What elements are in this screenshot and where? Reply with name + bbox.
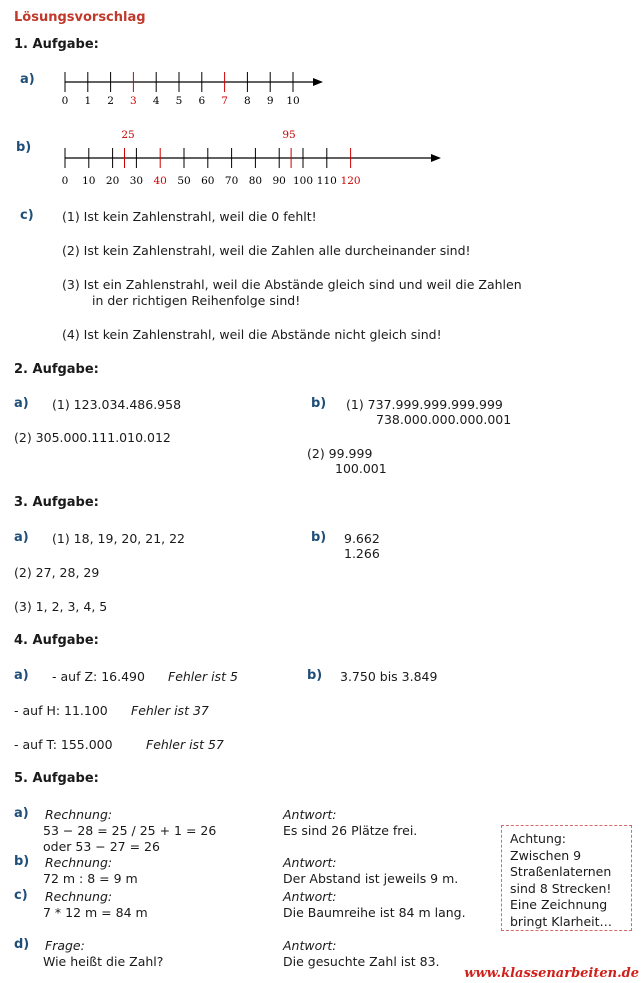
- c-item-2: (2) Ist kein Zahlenstrahl, weil die Zahlen alle durcheinander sind!: [62, 243, 471, 258]
- task5-d-label: d): [14, 937, 30, 952]
- task1-c-label: c): [20, 208, 34, 223]
- task3-b1: 9.662: [344, 531, 380, 546]
- number-line-b: [55, 124, 450, 190]
- task5-a-antwort: Antwort:: [283, 807, 337, 822]
- task5-a-answer: Es sind 26 Plätze frei.: [283, 823, 418, 838]
- task5-d-frage: Frage:: [45, 938, 85, 953]
- task5-a-line1: 53 − 28 = 25 / 25 + 1 = 26: [43, 823, 217, 838]
- task2-b2-2: 100.001: [335, 461, 387, 476]
- task4-z-error: Fehler ist 5: [168, 669, 238, 684]
- task3-heading: 3. Aufgabe:: [14, 495, 99, 510]
- c-item-1: (1) Ist kein Zahlenstrahl, weil die 0 fehlt!: [62, 209, 317, 224]
- task3-b2: 1.266: [344, 546, 380, 561]
- task5-c-answer: Die Baumreihe ist 84 m lang.: [283, 905, 466, 920]
- tick-label: 2: [107, 95, 114, 107]
- tick-label: 100: [292, 175, 314, 187]
- task3-a2: (2) 27, 28, 29: [14, 565, 100, 580]
- task4-b: 3.750 bis 3.849: [340, 669, 438, 684]
- tick-label: 5: [175, 95, 183, 107]
- task5-a-rechnung: Rechnung:: [45, 807, 113, 822]
- task5-b-line1: 72 m : 8 = 9 m: [43, 871, 138, 886]
- arrow-right-icon: [431, 154, 441, 162]
- task4-t-error: Fehler ist 57: [146, 737, 224, 752]
- task2-b1-2: 738.000.000.000.001: [376, 412, 512, 427]
- tick-label: 90: [272, 175, 286, 187]
- tick-label: 10: [82, 175, 96, 187]
- note-line: Straßenlaternen: [510, 864, 612, 879]
- footer-logo: www.klassenarbeiten.de: [464, 966, 639, 981]
- tick-label: 40: [153, 175, 167, 187]
- tick-label: 110: [316, 175, 337, 187]
- task3-a1: (1) 18, 19, 20, 21, 22: [52, 531, 185, 546]
- task1-b-label: b): [16, 140, 32, 155]
- task4-h: - auf H: 11.100: [14, 703, 108, 718]
- task4-t: - auf T: 155.000: [14, 737, 113, 752]
- task3-a-label: a): [14, 530, 29, 545]
- task5-c-rechnung: Rechnung:: [45, 889, 113, 904]
- tick-label: 80: [248, 175, 263, 187]
- tick-label: 30: [129, 175, 144, 187]
- task5-d-line1: Wie heißt die Zahl?: [43, 954, 164, 969]
- note-line: Eine Zeichnung: [510, 897, 608, 912]
- task2-b-label: b): [311, 396, 327, 411]
- task2-b2-1: (2) 99.999: [307, 446, 373, 461]
- tick-label: 50: [177, 175, 191, 187]
- tick-label: 120: [340, 175, 361, 187]
- note-line: sind 8 Strecken!: [510, 880, 612, 896]
- tick-label: 7: [221, 95, 228, 107]
- task2-a-label: a): [14, 396, 29, 411]
- note-line: bringt Klarheit…: [510, 913, 613, 929]
- note-line: Achtung:: [510, 831, 567, 846]
- task3-b-label: b): [311, 530, 327, 545]
- arrow-right-icon: [313, 78, 323, 86]
- task5-a-label: a): [14, 806, 29, 821]
- task1-heading: 1. Aufgabe:: [14, 37, 99, 52]
- tick-label: 10: [286, 95, 300, 107]
- task2-a1: (1) 123.034.486.958: [52, 397, 182, 412]
- page-title: Lösungsvorschlag: [14, 10, 146, 25]
- task4-a-label: a): [14, 668, 29, 683]
- task4-z: - auf Z: 16.490: [52, 669, 145, 684]
- task5-c-label: c): [14, 888, 28, 903]
- tick-label: 3: [130, 95, 137, 107]
- note-line: Zwischen 9: [510, 847, 582, 863]
- task2-heading: 2. Aufgabe:: [14, 362, 99, 377]
- task3-a3: (3) 1, 2, 3, 4, 5: [14, 599, 108, 614]
- c-item-3-cont: in der richtigen Reihenfolge sind!: [92, 293, 301, 308]
- c-item-4: (4) Ist kein Zahlenstrahl, weil die Abstände nicht gleich sind!: [62, 327, 442, 342]
- tick-label: 9: [266, 95, 274, 107]
- task4-heading: 4. Aufgabe:: [14, 633, 99, 648]
- task2-b1-1: (1) 737.999.999.999.999: [346, 397, 503, 412]
- task5-heading: 5. Aufgabe:: [14, 771, 99, 786]
- task4-h-error: Fehler ist 37: [131, 703, 209, 718]
- task5-b-rechnung: Rechnung:: [45, 855, 113, 870]
- task5-c-antwort: Antwort:: [283, 889, 337, 904]
- task5-a-line2: oder 53 − 27 = 26: [43, 839, 160, 854]
- tick-label: 8: [244, 95, 251, 107]
- number-line-a: [55, 66, 335, 122]
- tick-label: 0: [61, 175, 69, 187]
- tick-label: 60: [201, 175, 215, 187]
- task5-b-label: b): [14, 854, 30, 869]
- tick-label: 0: [61, 95, 69, 107]
- mark-label: 95: [282, 129, 296, 141]
- task5-b-antwort: Antwort:: [283, 855, 337, 870]
- hint-note: [501, 825, 632, 931]
- task2-a2: (2) 305.000.111.010.012: [14, 430, 171, 445]
- mark-label: 25: [121, 129, 135, 141]
- task5-d-antwort: Antwort:: [283, 938, 337, 953]
- task1-a-label: a): [20, 72, 35, 87]
- tick-label: 70: [224, 175, 239, 187]
- task5-d-answer: Die gesuchte Zahl ist 83.: [283, 954, 440, 969]
- tick-label: 4: [152, 95, 160, 107]
- task5-b-answer: Der Abstand ist jeweils 9 m.: [283, 871, 459, 886]
- tick-label: 20: [105, 175, 120, 187]
- tick-label: 6: [198, 95, 206, 107]
- tick-label: 1: [84, 95, 92, 107]
- task5-c-line1: 7 * 12 m = 84 m: [43, 905, 148, 920]
- c-item-3: (3) Ist ein Zahlenstrahl, weil die Abstände gleich sind und weil die Zahlen: [62, 277, 522, 292]
- task4-b-label: b): [307, 668, 323, 683]
